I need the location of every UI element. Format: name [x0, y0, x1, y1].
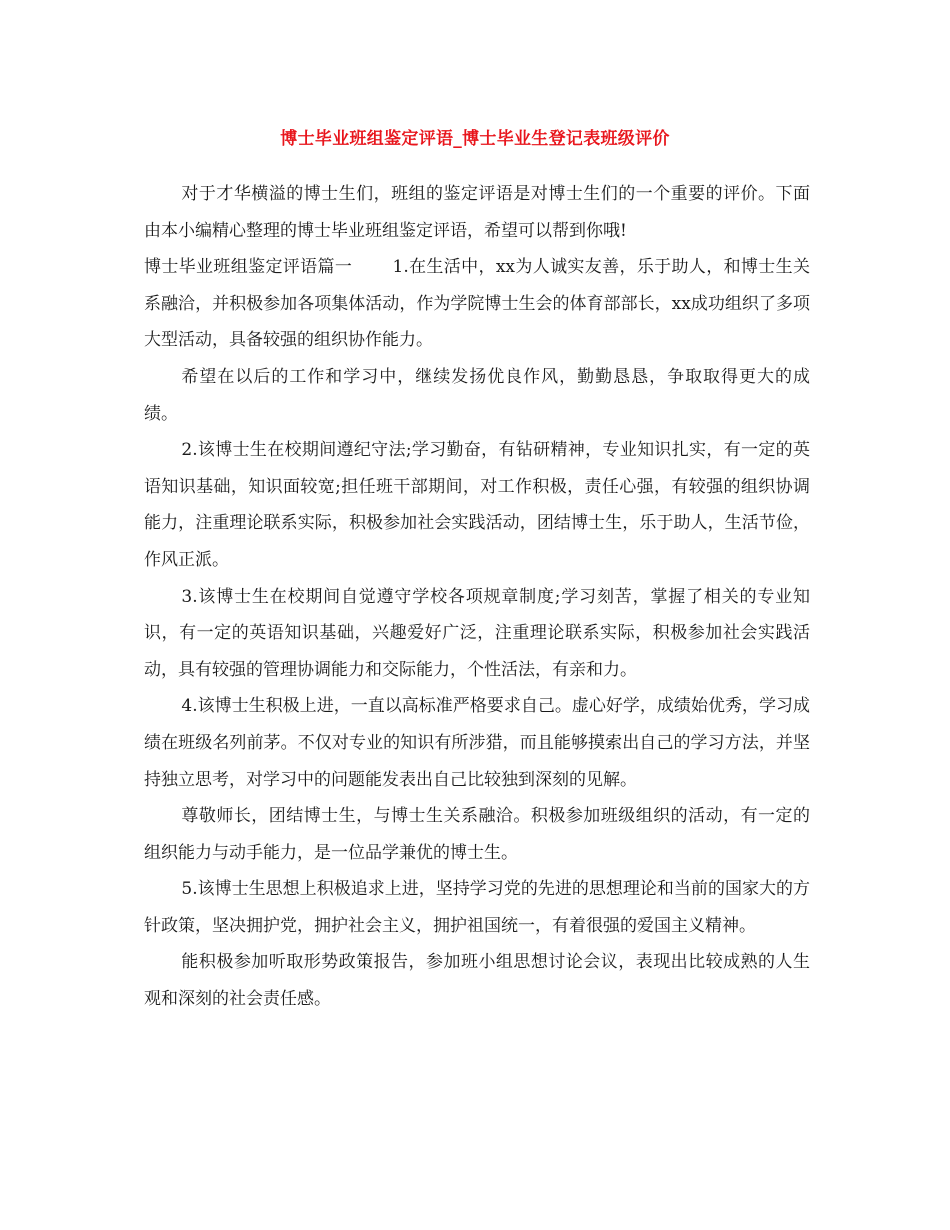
paragraph-item-4: 4.该博士生积极上进，一直以高标准严格要求自己。虚心好学，成绩始优秀，学习成绩在班级名列前茅。不仅对专业的知识有所涉猎，而且能够摸索出自己的学习方法，并坚持独立思考，对学习中的问题能发表出自己比较独到深刻的见解。 — [144, 696, 810, 790]
document-body — [144, 176, 810, 1018]
paragraph-item-2: 2.该博士生在校期间遵纪守法;学习勤奋，有钻研精神，专业知识扎实，有一定的英语知识基础，知识面较宽;担任班干部期间，对工作积极，责任心强，有较强的组织协调能力，注重理论联系实际，积极参加社会实践活动，团结博士生，乐于助人，生活节俭，作风正派。 — [144, 440, 810, 570]
document-title: 博士毕业班组鉴定评语_博士毕业生登记表班级评价 — [280, 129, 670, 149]
paragraph-intro: 对于才华横溢的博士生们，班组的鉴定评语是对博士生们的一个重要的评价。下面由本小编精心整理的博士毕业班组鉴定评语，希望可以帮到你哦! — [144, 184, 810, 241]
paragraph-section-one: 博士毕业班组鉴定评语篇一 1.在生活中，xx为人诚实友善，乐于助人，和博士生关系融洽，并积极参加各项集体活动，作为学院博士生会的体育部部长，xx成功组织了多项大型活动，具备较强的组织协作能力。 — [144, 257, 810, 351]
paragraph-item-5: 5.该博士生思想上积极追求上进，坚持学习党的先进的思想理论和当前的国家大的方针政策，坚决拥护党，拥护社会主义，拥护祖国统一，有着很强的爱国主义精神。 — [144, 879, 810, 936]
paragraph-item-3: 3.该博士生在校期间自觉遵守学校各项规章制度;学习刻苦，掌握了相关的专业知识，有一定的英语知识基础，兴趣爱好广泛，注重理论联系实际，积极参加社会实践活动，具有较强的管理协调能力和交际能力，个性活法，有亲和力。 — [144, 586, 810, 680]
paragraph-closing: 能积极参加听取形势政策报告，参加班小组思想讨论会议，表现出比较成熟的人生观和深刻的社会责任感。 — [144, 952, 810, 1010]
paragraph-respect: 尊敬师长，团结博士生，与博士生关系融洽。积极参加班级组织的活动，有一定的组织能力与动手能力，是一位品学兼优的博士生。 — [144, 806, 810, 863]
paragraph-hope: 希望在以后的工作和学习中，继续发扬优良作风，勤勤恳恳，争取取得更大的成绩。 — [144, 366, 810, 424]
